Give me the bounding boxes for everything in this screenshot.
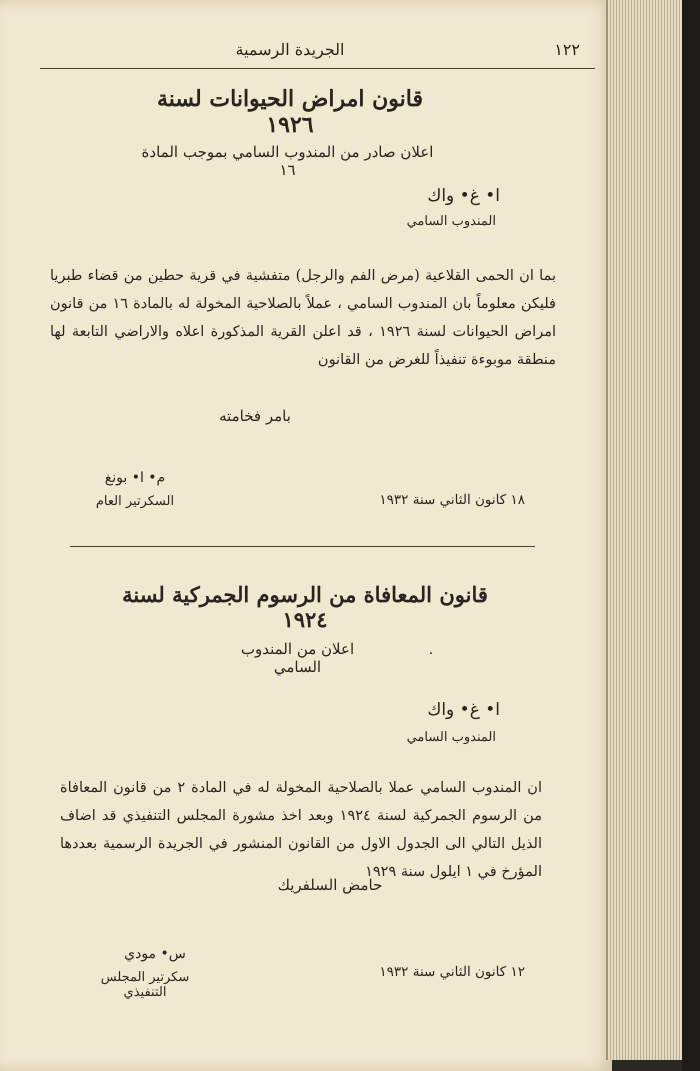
section2-signatory-title: المندوب السامي bbox=[406, 730, 496, 745]
section1-signatory-name: ا• غ• واك bbox=[427, 186, 500, 206]
section1-secretary-name: م• ا• بونغ bbox=[104, 470, 166, 486]
section2-secretary-title: سكرتير المجلس التنفيذي bbox=[100, 970, 190, 1000]
section2-subtitle: اعلان من المندوب السامي bbox=[240, 640, 355, 676]
bullet-dot: · bbox=[428, 646, 434, 662]
section2-title: قانون المعافاة من الرسوم الجمركية لسنة ١٩٢٤ bbox=[122, 582, 488, 632]
page-number: ١٢٢ bbox=[554, 40, 580, 59]
section2-date: ١٢ كانون الثاني سنة ١٩٣٢ bbox=[379, 964, 525, 980]
section1-closing: بامر فخامته bbox=[219, 407, 291, 425]
section2-body: ان المندوب السامي عملا بالصلاحية المخولة له في المادة ٢ من قانون المعافاة من الرسوم الجمركية لسنة ١٩٢٤ وبعد اخذ مشورة المجلس التنفيذي قد اضاف الذيل التالي الى الجدول الاول من القانون المنشور في الجريدة الرسمية بعددها المؤرخ في ١ ايلول سنة ١٩٢٩ bbox=[60, 780, 542, 880]
section2-signatory-name: ا• غ• واك bbox=[427, 700, 500, 720]
book-page-edges bbox=[606, 0, 684, 1060]
section-divider bbox=[70, 546, 535, 547]
section1-title: قانون امراض الحيوانات لسنة ١٩٢٦ bbox=[156, 86, 424, 138]
section1-signatory-title: المندوب السامي bbox=[406, 214, 496, 229]
header-rule bbox=[40, 68, 595, 69]
book-cover-edge bbox=[682, 0, 700, 1071]
section2-closing: حامض السلفريك bbox=[277, 876, 383, 894]
section2-secretary-name: س• مودي bbox=[124, 946, 186, 962]
section1-secretary-title: السكرتير العام bbox=[95, 494, 175, 509]
section1-date: ١٨ كانون الثاني سنة ١٩٣٢ bbox=[379, 492, 525, 508]
section1-subtitle: اعلان صادر من المندوب السامي بموجب المادة ١٦ bbox=[141, 143, 434, 179]
running-header: الجريدة الرسمية bbox=[235, 40, 345, 59]
section1-body: بما ان الحمى القلاعية (مرض الفم والرجل) متفشية في قرية حطين من قضاء طبريا فليكن معلوماً بان المندوب السامي ، عملاً بالصلاحية المخولة له بالمادة ١٦ من قانون امراض الحيوانات لسنة ١٩٢٦ ، قد اعلن القرية المذكورة اعلاه والاراضي التابعة لها منطقة موبوءة تنفيذاً للغرض من القانون bbox=[50, 268, 556, 368]
